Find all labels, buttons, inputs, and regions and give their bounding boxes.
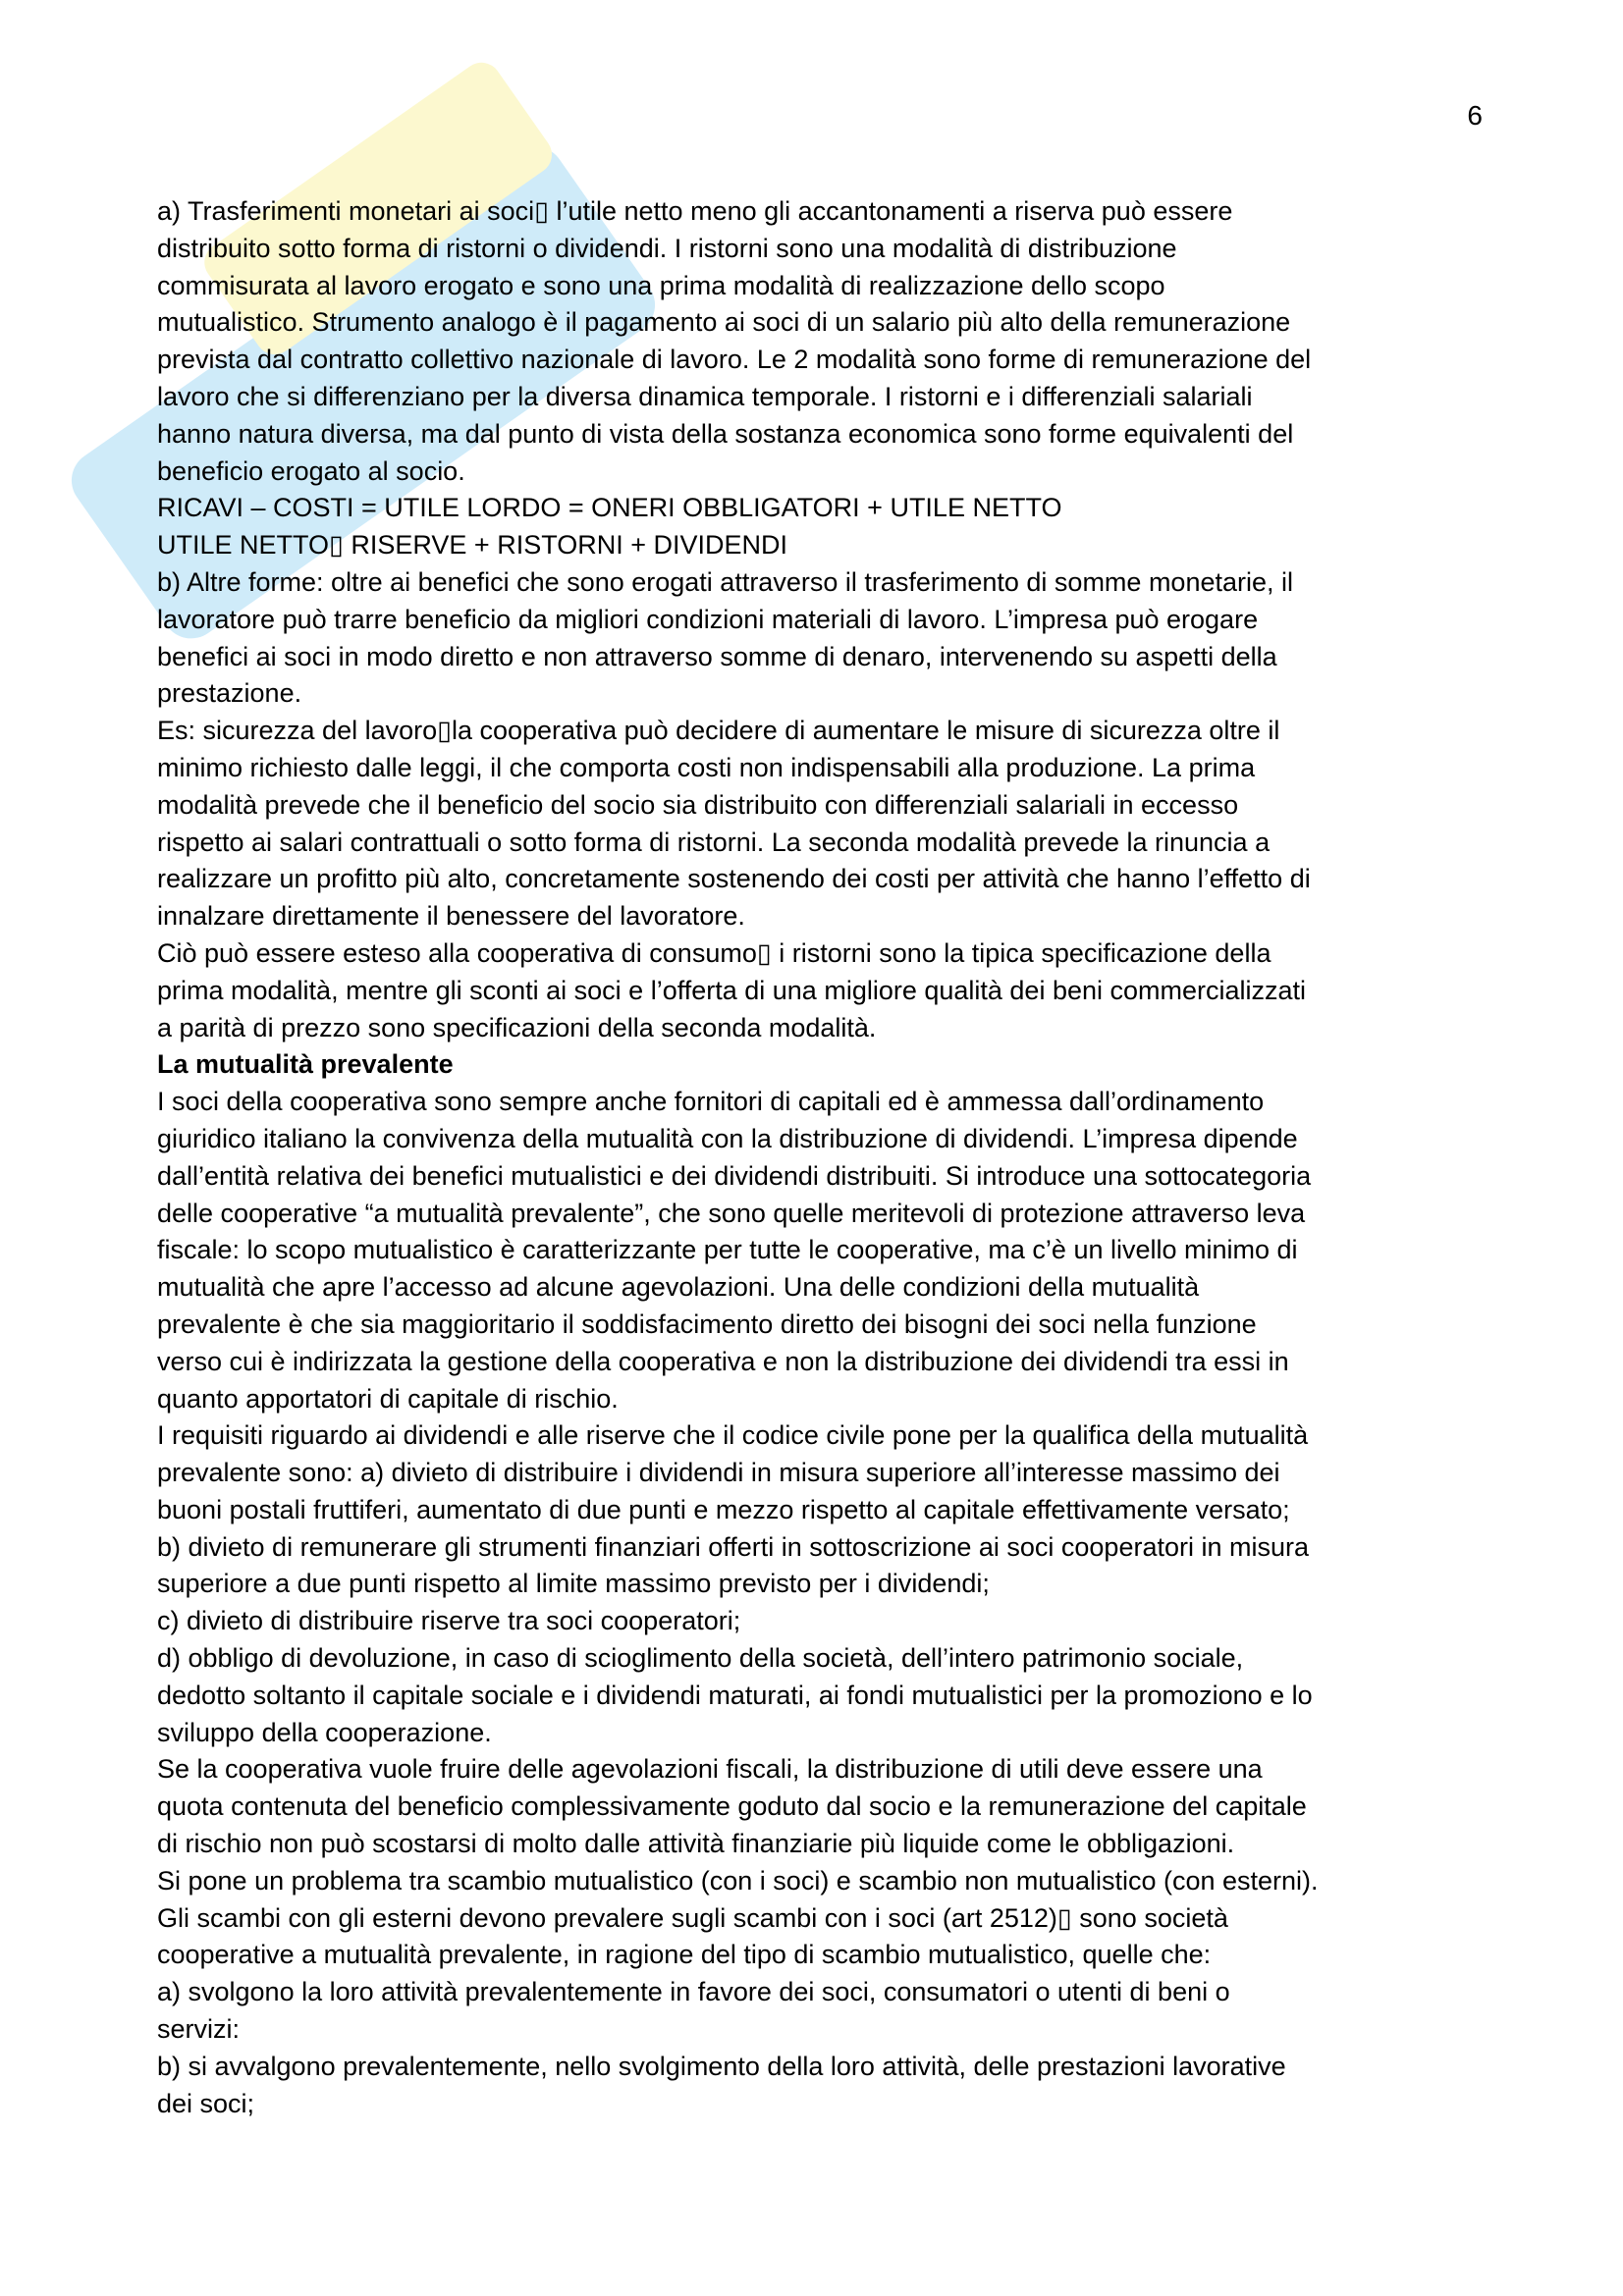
paragraph: a) svolgono la loro attività prevalentemente in favore dei soci, consumatori o utenti di beni o servizi: — [157, 1977, 1230, 2045]
document-body — [157, 193, 1492, 2122]
paragraph: Se la cooperativa vuole fruire delle agevolazioni fiscali, la distribuzione di utili deve essere una quota contenuta del beneficio complessivamente goduto dal socio e la remunerazione del capitale di rischio non può scostarsi di molto dalle attività finanziarie più liquide come le obbligazioni. — [157, 1754, 1307, 1859]
paragraph: Es: sicurezza del lavoro▯la cooperativa può decidere di aumentare le misure di sicurezza oltre il minimo richiesto dalle leggi, il che comporta costi non indispensabili alla produzione. La prima modalità prevede che il beneficio del socio sia distribuito con differenziali salariali in eccesso rispetto ai salari contrattuali o sotto forma di ristorni. La seconda modalità prevede la rinuncia a realizzare un profitto più alto, concretamente sostenendo dei costi per attività che hanno l’effetto di innalzare direttamente il benessere del lavoratore. — [157, 716, 1311, 932]
paragraph: a) Trasferimenti monetari ai soci▯ l’utile netto meno gli accantonamenti a riserva può essere distribuito sotto forma di ristorni o dividendi. I ristorni sono una modalità di distribuzione commisurata al lavoro erogato e sono una prima modalità di realizzazione dello scopo mutualistico. Strumento analogo è il pagamento ai soci di un salario più alto della remunerazione prevista dal contratto collettivo nazionale di lavoro. Le 2 modalità sono forme di remunerazione del lavoro che si differenziano per la diversa dinamica temporale. I ristorni e i differenziali salariali hanno natura diversa, ma dal punto di vista della sostanza economica sono forme equivalenti del beneficio erogato al socio. — [157, 196, 1312, 486]
paragraph: b) divieto di remunerare gli strumenti finanziari offerti in sottoscrizione ai soci cooperatori in misura superiore a due punti rispetto al limite massimo previsto per i dividendi; — [157, 1531, 1310, 1599]
paragraph: c) divieto di distribuire riserve tra soci cooperatori; — [157, 1606, 741, 1636]
paragraph: I requisiti riguardo ai dividendi e alle riserve che il codice civile pone per la qualifica della mutualità prevalente sono: a) divieto di distribuire i dividendi in misura superiore all’interesse massimo dei buoni postali fruttiferi, aumentato di due punti e mezzo rispetto al capitale effettivamente versato; — [157, 1420, 1309, 1524]
paragraph: Ciò può essere esteso alla cooperativa di consumo▯ i ristorni sono la tipica specificazione della prima modalità, mentre gli sconti ai soci e l’offerta di una migliore qualità dei beni commercializzati a parità di prezzo sono specificazioni della seconda modalità. — [157, 937, 1307, 1042]
paragraph: d) obbligo di devoluzione, in caso di scioglimento della società, dell’intero patrimonio sociale, dedotto soltanto il capitale sociale e i dividendi maturati, ai fondi mutualistici per la promoziono e lo sviluppo della cooperazione. — [157, 1643, 1313, 1747]
formula-line: UTILE NETTO▯ RISERVE + RISTORNI + DIVIDENDI — [157, 530, 788, 561]
paragraph: b) Altre forme: oltre ai benefici che sono erogati attraverso il trasferimento di somme monetarie, il lavoratore può trarre beneficio da migliori condizioni materiali di lavoro. L’impresa può erogare benefici ai soci in modo diretto e non attraverso somme di denaro, intervenendo su aspetti della prestazione. — [157, 566, 1294, 709]
page-number: 6 — [1467, 100, 1483, 131]
paragraph: Si pone un problema tra scambio mutualistico (con i soci) e scambio non mutualistico (con esterni). Gli scambi con gli esterni devono prevalere sugli scambi con i soci (art 2512)▯ sono società cooperative a mutualità prevalente, in ragione del tipo di scambio mutualistico, quelle che: — [157, 1865, 1319, 1970]
paragraph: I soci della cooperativa sono sempre anche fornitori di capitali ed è ammessa dall’ordinamento giuridico italiano la convivenza della mutualità con la distribuzione di dividendi. L’impresa dipende dall’entità relativa dei benefici mutualistici e dei dividendi distribuiti. Si introduce una sottocategoria delle cooperative “a mutualità prevalente”, che sono quelle meritevoli di protezione attraverso leva fiscale: lo scopo mutualistico è caratterizzante per tutte le cooperative, ma c’è un livello minimo di mutualità che apre l’accesso ad alcune agevolazioni. Una delle condizioni della mutualità prevalente è che sia maggioritario il soddisfacimento diretto dei bisogni dei soci nella funzione verso cui è indirizzata la gestione della cooperativa e non la distribuzione dei dividendi tra essi in quanto apportatori di capitale di rischio. — [157, 1087, 1312, 1414]
paragraph: b) si avvalgono prevalentemente, nello svolgimento della loro attività, delle prestazioni lavorative dei soci; — [157, 2051, 1286, 2118]
formula-line: RICAVI – COSTI = UTILE LORDO = ONERI OBBLIGATORI + UTILE NETTO — [157, 493, 1062, 523]
section-heading: La mutualità prevalente — [157, 1049, 454, 1080]
